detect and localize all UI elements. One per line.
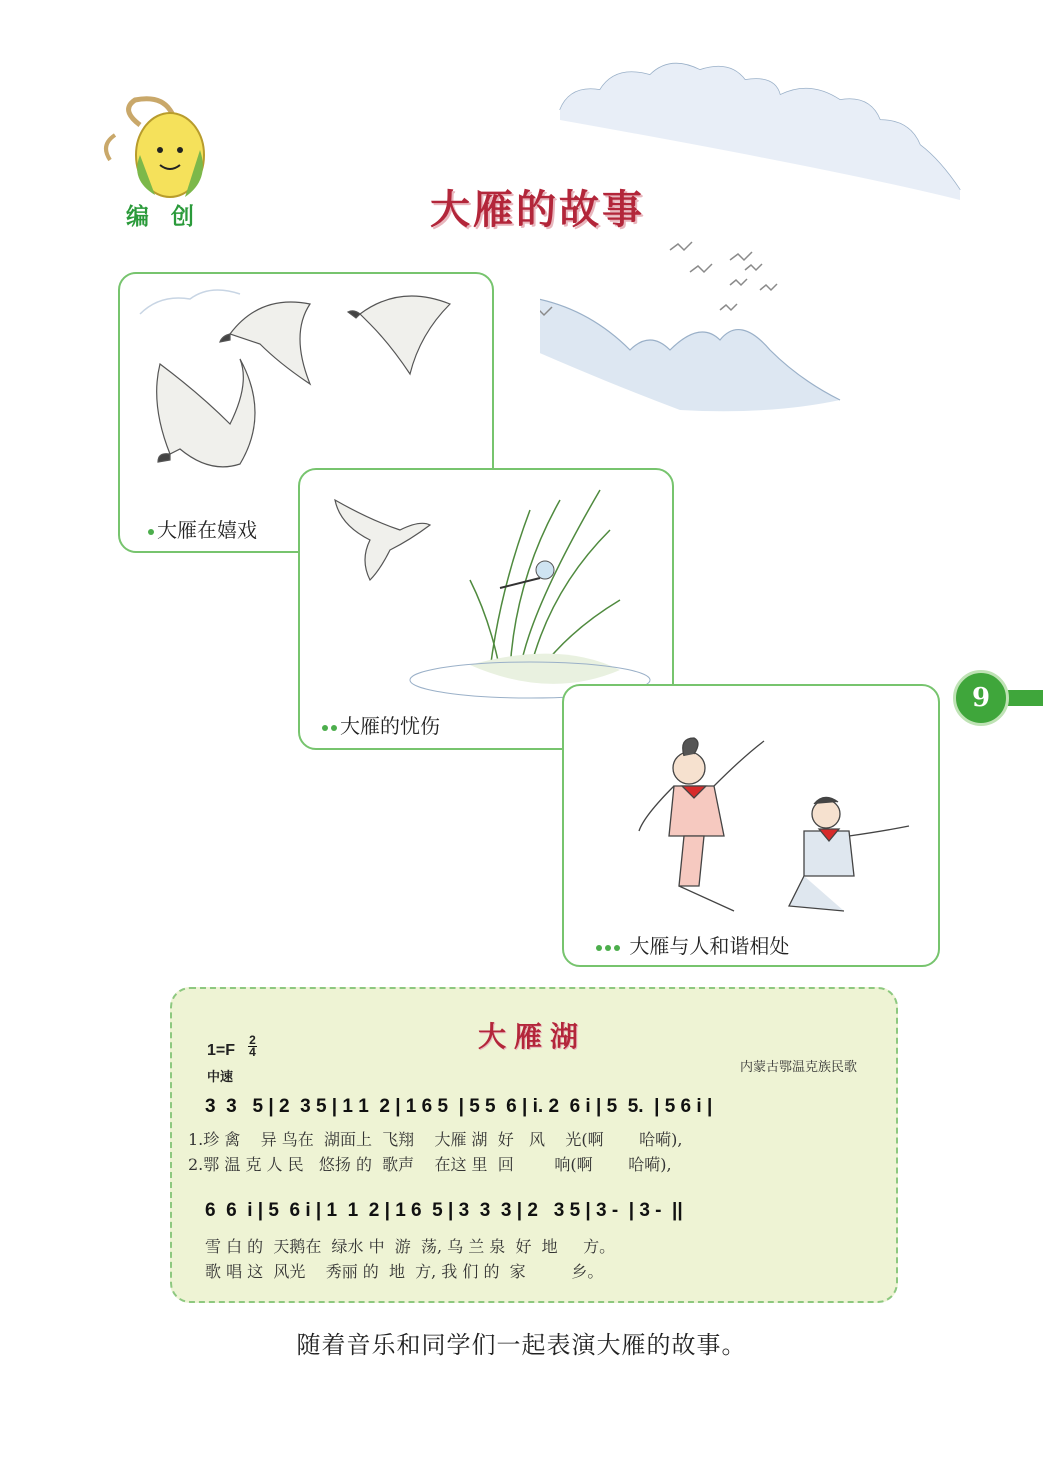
notation-line-2: 6 6 i | 5 6 i | 1 1 2 | 1 6 5 | 3 3 3 | 2 3 5 | 3 - | 3 - || xyxy=(205,1200,683,1221)
lyric-line-2-verse-1: 雪 白 的 天鹅在 绿水 中 游 荡, 乌 兰 泉 好 地 方。 xyxy=(205,1237,616,1256)
cloud-mountain-illustration xyxy=(540,50,980,430)
lyric-line-2-verse-2: 歌 唱 这 风光 秀丽 的 地 方, 我 们 的 家 乡。 xyxy=(205,1262,604,1281)
bullet-dot-icon xyxy=(148,529,154,535)
page-number-badge: 9 xyxy=(953,670,1009,726)
time-signature: 2 4 xyxy=(249,1033,256,1059)
song-title: 大雁湖 xyxy=(478,1020,587,1053)
instruction-text: 随着音乐和同学们一起表演大雁的故事。 xyxy=(296,1331,747,1359)
bullet-dot-icon xyxy=(596,945,602,951)
panel-caption: 大雁的忧伤 xyxy=(322,710,440,739)
corn-mascot-icon xyxy=(100,95,220,210)
children-dancing-illustration xyxy=(564,686,940,967)
bullet-dot-icon xyxy=(322,725,328,731)
lyric-line-1-verse-2: 2.鄂 温 克 人 民 悠扬 的 歌声 在这 里 回 响(啊 哈嗬), xyxy=(188,1155,672,1174)
section-label: 编创 xyxy=(126,204,216,230)
bullet-dot-icon xyxy=(331,725,337,731)
song-origin: 内蒙古鄂温克族民歌 xyxy=(740,1060,858,1075)
tempo-marking: 中速 xyxy=(207,1070,234,1085)
page-title: 大雁的故事 xyxy=(430,186,645,233)
panel-caption: 大雁与人和谐相处 xyxy=(596,930,789,959)
bullet-dot-icon xyxy=(605,945,611,951)
lyric-line-1-verse-1: 1.珍 禽 异 鸟在 湖面上 飞翔 大雁 湖 好 风 光(啊 哈嗬), xyxy=(188,1130,683,1149)
key-signature: 1=F xyxy=(207,1042,236,1059)
notation-line-1: 3 3 5 | 2 3 5 | 1 1 2 | 1 6 5 | 5 5 6 | i. 2 6 i | 5 5. | 5 6 i | xyxy=(205,1096,713,1117)
panel-caption: 大雁在嬉戏 xyxy=(148,514,257,543)
panel-geese-harmony xyxy=(562,684,940,967)
bullet-dot-icon xyxy=(614,945,620,951)
